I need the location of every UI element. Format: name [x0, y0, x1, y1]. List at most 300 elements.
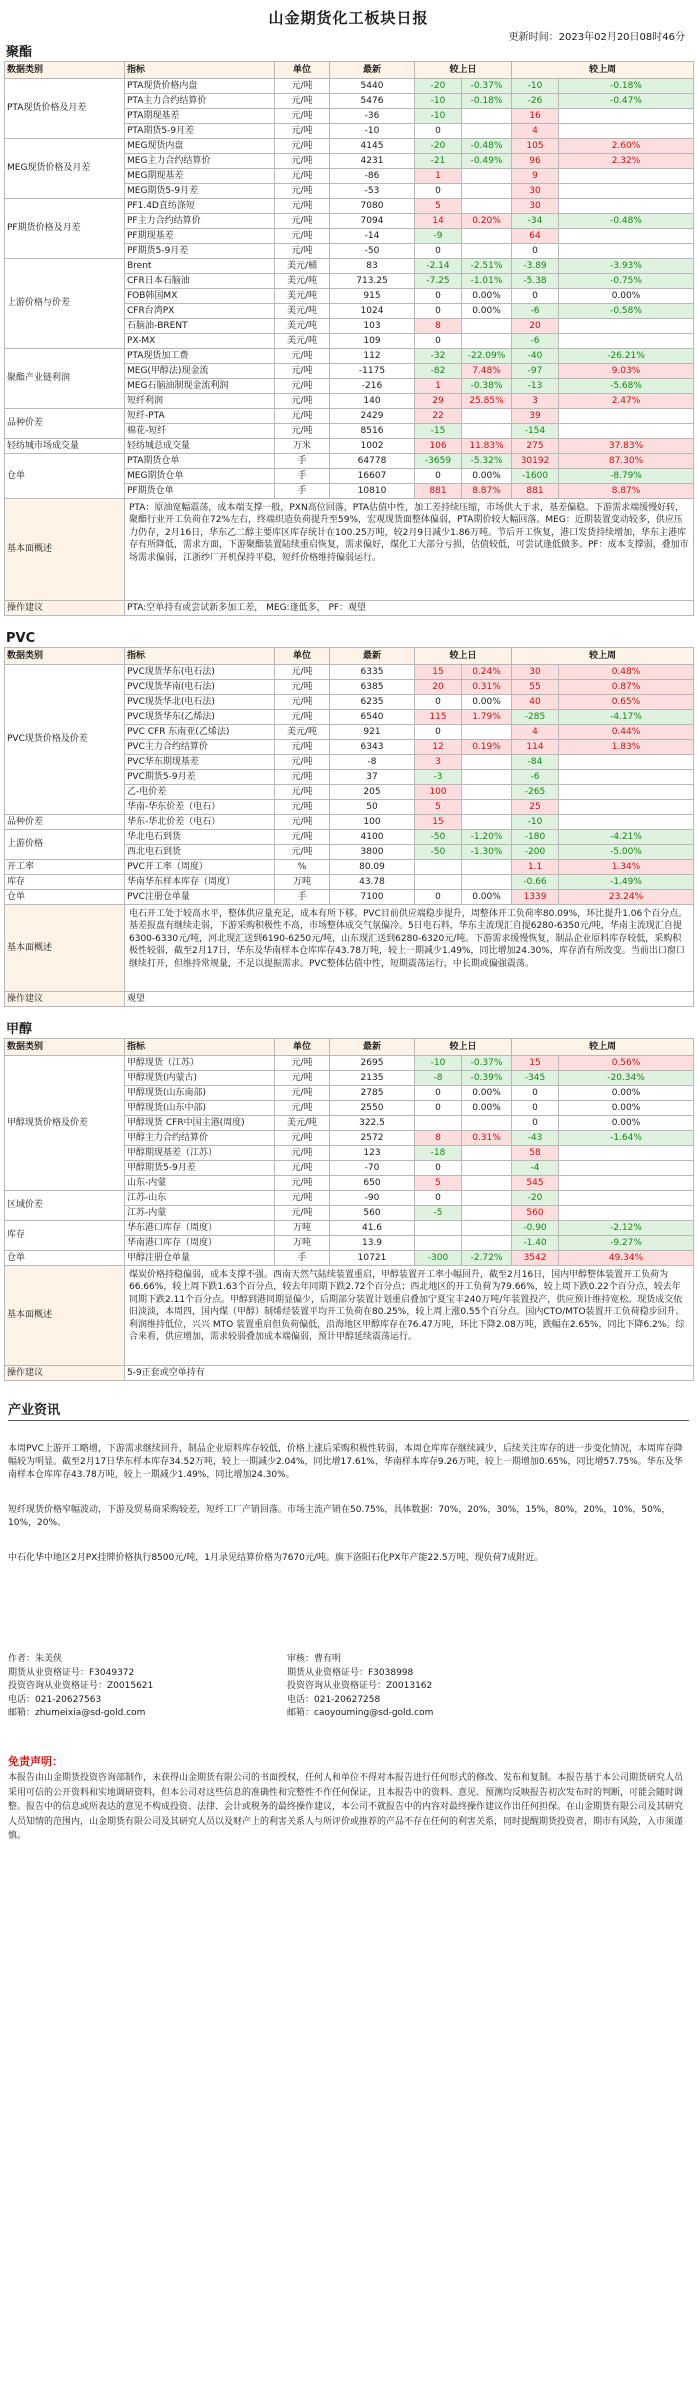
week-change-pct-cell: 49.34% [559, 1251, 694, 1266]
week-change-cell: 4 [512, 124, 559, 139]
unit-cell: 元/吨 [275, 665, 330, 680]
indicator-cell: PVC现货华北(电石法) [125, 695, 275, 710]
week-change-cell: 30 [512, 665, 559, 680]
day-change-pct-cell: -0.18% [462, 94, 512, 109]
latest-value-cell: 10810 [330, 484, 415, 499]
category-cell: 上游价格 [5, 830, 125, 860]
indicator-cell: 甲醇期现基差（江苏） [125, 1146, 275, 1161]
author-right: 审核：曹有明 期货从业资格证号：F3038998 投资咨询从业资格证号：Z0013162 电话：021-20627258 邮箱：caoyouming@sd-gold.com [287, 1654, 434, 1718]
day-change-cell: 115 [415, 710, 462, 725]
week-change-cell: -1600 [512, 469, 559, 484]
week-change-cell: 20 [512, 319, 559, 334]
latest-value-cell: 2572 [330, 1131, 415, 1146]
week-change-cell: 105 [512, 139, 559, 154]
latest-value-cell: 41.6 [330, 1221, 415, 1236]
day-change-cell: 881 [415, 484, 462, 499]
week-change-pct-cell: 1.34% [559, 860, 694, 875]
day-change-pct-cell [462, 1161, 512, 1176]
indicator-cell: PF1.4D直纺涤短 [125, 199, 275, 214]
week-change-pct-cell [559, 184, 694, 199]
day-change-pct-cell: -0.37% [462, 79, 512, 94]
category-cell: 库存 [5, 1221, 125, 1251]
week-change-pct-cell [559, 1161, 694, 1176]
category-cell: 聚酯产业链利润 [5, 349, 125, 409]
indicator-cell: FOB韩国MX [125, 289, 275, 304]
indicator-cell: 乙-电价差 [125, 785, 275, 800]
week-change-cell: 275 [512, 439, 559, 454]
unit-cell: 元/吨 [275, 394, 330, 409]
day-change-pct-cell: -22.09% [462, 349, 512, 364]
indicator-cell: 华南-华东价差（电石） [125, 800, 275, 815]
week-change-pct-cell: -0.18% [559, 79, 694, 94]
week-change-cell: -84 [512, 755, 559, 770]
week-change-cell: 58 [512, 1146, 559, 1161]
week-change-cell: 96 [512, 154, 559, 169]
indicator-cell: PF主力合约结算价 [125, 214, 275, 229]
latest-value-cell: 6343 [330, 740, 415, 755]
category-cell: 品种价差 [5, 815, 125, 830]
week-change-cell: 39 [512, 409, 559, 424]
unit-cell: 元/吨 [275, 139, 330, 154]
day-change-pct-cell [462, 109, 512, 124]
latest-value-cell: 921 [330, 725, 415, 740]
day-change-cell [415, 1116, 462, 1131]
latest-value-cell: -10 [330, 124, 415, 139]
pta-rows [5, 79, 694, 499]
unit-cell: % [275, 860, 330, 875]
day-change-pct-cell: 0.00% [462, 289, 512, 304]
week-change-pct-cell: 23.24% [559, 890, 694, 905]
latest-value-cell: 322.5 [330, 1116, 415, 1131]
week-change-cell: -26 [512, 94, 559, 109]
unit-cell: 美元/桶 [275, 259, 330, 274]
table-row [5, 454, 694, 469]
day-change-cell: 15 [415, 815, 462, 830]
indicator-cell: MEG石脑油制现金流利润 [125, 379, 275, 394]
day-change-pct-cell: 0.31% [462, 1131, 512, 1146]
week-change-cell: -265 [512, 785, 559, 800]
latest-value-cell: -14 [330, 229, 415, 244]
day-change-pct-cell: 11.83% [462, 439, 512, 454]
latest-value-cell: 43.78 [330, 875, 415, 890]
day-change-pct-cell [462, 1146, 512, 1161]
indicator-cell: 甲醇期货5-9月差 [125, 1161, 275, 1176]
latest-value-cell: 37 [330, 770, 415, 785]
week-change-pct-cell: -3.93% [559, 259, 694, 274]
latest-value-cell: 50 [330, 800, 415, 815]
table-row [5, 815, 694, 830]
day-change-pct-cell: 0.00% [462, 695, 512, 710]
week-change-pct-cell: 0.44% [559, 725, 694, 740]
latest-value-cell: -8 [330, 755, 415, 770]
week-change-cell: -97 [512, 364, 559, 379]
week-change-cell: 3 [512, 394, 559, 409]
day-change-cell: -9 [415, 229, 462, 244]
week-change-cell: 30 [512, 184, 559, 199]
day-change-pct-cell [462, 1191, 512, 1206]
latest-value-cell: -36 [330, 109, 415, 124]
day-change-pct-cell: 1.79% [462, 710, 512, 725]
indicator-cell: 华南港口库存（周度） [125, 1236, 275, 1251]
indicator-cell: 甲醇现货(山东中部) [125, 1101, 275, 1116]
week-change-pct-cell: 87.30% [559, 454, 694, 469]
table-row [5, 259, 694, 274]
table-row [5, 830, 694, 845]
unit-cell: 元/吨 [275, 229, 330, 244]
week-change-cell: 881 [512, 484, 559, 499]
latest-value-cell: 5440 [330, 79, 415, 94]
unit-cell: 元/吨 [275, 830, 330, 845]
category-cell: 品种价差 [5, 409, 125, 439]
day-change-pct-cell [462, 1176, 512, 1191]
news-paragraph-1: 本周PVC上游开工略增，下游需求继续回升，制品企业原料库存较低，价格上涨后采购积极性转弱，本周仓库库存继续减少，后续关注库存的进一步变化情况，本周库存降幅较为明显。截至2月17日华东样本库存34.52万吨，较上一期减少2.04%，同比增17.61%，华南样本库存9.26万吨，较上一期增加0.65%，同比增57.75%。华东及华南样本仓库库存43.78万吨，较上一期减少1.49%，同比增加24.30%。 [8, 1444, 683, 1480]
indicator-cell: MEG现货内盘 [125, 139, 275, 154]
week-change-cell: -40 [512, 349, 559, 364]
week-change-pct-cell [559, 424, 694, 439]
latest-value-cell: 140 [330, 394, 415, 409]
indicator-cell: 棉花-短纤 [125, 424, 275, 439]
unit-cell: 美元/吨 [275, 289, 330, 304]
table-row [5, 439, 694, 454]
day-change-pct-cell: 0.24% [462, 665, 512, 680]
unit-cell: 元/吨 [275, 214, 330, 229]
indicator-cell: MEG期货5-9月差 [125, 184, 275, 199]
indicator-cell: 甲醇注册仓单量 [125, 1251, 275, 1266]
unit-cell: 元/吨 [275, 1071, 330, 1086]
latest-value-cell: 109 [330, 334, 415, 349]
latest-value-cell: 2695 [330, 1056, 415, 1071]
indicator-cell: PVC CFR 东南亚(乙烯法) [125, 725, 275, 740]
day-change-pct-cell: 0.20% [462, 214, 512, 229]
day-change-cell: -3 [415, 770, 462, 785]
week-change-pct-cell: -8.79% [559, 469, 694, 484]
day-change-cell: 0 [415, 890, 462, 905]
day-change-pct-cell [462, 875, 512, 890]
indicator-cell: 甲醇现货(山东南部) [125, 1086, 275, 1101]
day-change-cell: -8 [415, 1071, 462, 1086]
week-change-cell: -6 [512, 334, 559, 349]
day-change-cell [415, 1236, 462, 1251]
week-change-cell: 30192 [512, 454, 559, 469]
day-change-pct-cell [462, 800, 512, 815]
day-change-pct-cell [462, 244, 512, 259]
latest-value-cell: 64778 [330, 454, 415, 469]
week-change-cell: -0.66 [512, 875, 559, 890]
day-change-pct-cell: -5.32% [462, 454, 512, 469]
unit-cell: 元/吨 [275, 1131, 330, 1146]
authors-block [4, 1653, 693, 1753]
week-change-pct-cell: 0.00% [559, 1101, 694, 1116]
latest-value-cell: -216 [330, 379, 415, 394]
week-change-cell: 1.1 [512, 860, 559, 875]
indicator-cell: CFR台湾PX [125, 304, 275, 319]
table-row [5, 665, 694, 680]
unit-cell: 元/吨 [275, 755, 330, 770]
indicator-cell: PVC现货华东(乙烯法) [125, 710, 275, 725]
week-change-pct-cell [559, 409, 694, 424]
day-change-cell: 106 [415, 439, 462, 454]
latest-value-cell: 7100 [330, 890, 415, 905]
week-change-cell: -5.38 [512, 274, 559, 289]
indicator-cell: MEG主力合约结算价 [125, 154, 275, 169]
week-change-pct-cell: 2.32% [559, 154, 694, 169]
category-cell: 上游价格与价差 [5, 259, 125, 349]
unit-cell: 元/吨 [275, 364, 330, 379]
indicator-cell: PVC注册仓单量 [125, 890, 275, 905]
week-change-pct-cell [559, 785, 694, 800]
day-change-cell: -3659 [415, 454, 462, 469]
latest-value-cell: 650 [330, 1176, 415, 1191]
week-change-pct-cell: -0.47% [559, 94, 694, 109]
unit-cell: 元/吨 [275, 1056, 330, 1071]
indicator-cell: PTA现货价格内盘 [125, 79, 275, 94]
news-title: 产业资讯 [8, 1403, 61, 1418]
news-paragraph-3: 中石化华中地区2月PX挂牌价格执行8500元/吨，1月录见结算价格为7670元/吨。旗下洛阳石化PX年产能22.5万吨，现负荷7成附近。 [8, 1553, 544, 1563]
unit-cell: 美元/吨 [275, 334, 330, 349]
week-change-pct-cell [559, 815, 694, 830]
day-change-cell: -21 [415, 154, 462, 169]
indicator-cell: 轻纺城总成交量 [125, 439, 275, 454]
indicator-cell: PF期货仓单 [125, 484, 275, 499]
unit-cell: 元/吨 [275, 349, 330, 364]
day-change-pct-cell [462, 1206, 512, 1221]
indicator-cell: MEG(甲醇法)现金流 [125, 364, 275, 379]
latest-value-cell: 16607 [330, 469, 415, 484]
unit-cell: 元/吨 [275, 815, 330, 830]
day-change-pct-cell [462, 1116, 512, 1131]
pta-advice-row: 操作建议 PTA:空单持有或尝试新多加工差， MEG:逢低多， PF：观望 [5, 601, 694, 616]
unit-cell: 元/吨 [275, 169, 330, 184]
unit-cell: 美元/吨 [275, 1116, 330, 1131]
category-cell: 轻纺城市场成交量 [5, 439, 125, 454]
unit-cell: 手 [275, 890, 330, 905]
unit-cell: 元/吨 [275, 1191, 330, 1206]
methanol-rows [5, 1056, 694, 1266]
pta-table [4, 61, 694, 616]
table-row [5, 199, 694, 214]
table-row [5, 860, 694, 875]
week-change-pct-cell [559, 1176, 694, 1191]
week-change-pct-cell: -4.17% [559, 710, 694, 725]
unit-cell: 元/吨 [275, 1176, 330, 1191]
category-cell: 库存 [5, 875, 125, 890]
week-change-pct-cell: -0.48% [559, 214, 694, 229]
day-change-pct-cell: 8.87% [462, 484, 512, 499]
unit-cell: 手 [275, 484, 330, 499]
week-change-pct-cell: -1.49% [559, 875, 694, 890]
unit-cell: 元/吨 [275, 424, 330, 439]
week-change-pct-cell [559, 244, 694, 259]
week-change-cell: 25 [512, 800, 559, 815]
week-change-cell: 9 [512, 169, 559, 184]
indicator-cell: PTA期货仓单 [125, 454, 275, 469]
day-change-pct-cell [462, 860, 512, 875]
unit-cell: 元/吨 [275, 109, 330, 124]
unit-cell: 元/吨 [275, 845, 330, 860]
category-cell: 仓单 [5, 454, 125, 499]
day-change-cell: -15 [415, 424, 462, 439]
day-change-pct-cell: 0.00% [462, 1086, 512, 1101]
day-change-pct-cell [462, 755, 512, 770]
week-change-pct-cell [559, 319, 694, 334]
indicator-cell: 石脑油-BRENT [125, 319, 275, 334]
indicator-cell: 短纤利润 [125, 394, 275, 409]
day-change-pct-cell: 0.31% [462, 680, 512, 695]
week-change-cell: 15 [512, 1056, 559, 1071]
week-change-cell: 0 [512, 244, 559, 259]
section-title-methanol: 甲醇 [6, 1022, 33, 1037]
pvc-advice-row: 操作建议 观望 [5, 992, 694, 1007]
indicator-cell: 甲醇现货 CFR中国主港(周度) [125, 1116, 275, 1131]
week-change-cell: -4 [512, 1161, 559, 1176]
week-change-pct-cell: 8.87% [559, 484, 694, 499]
day-change-pct-cell [462, 1221, 512, 1236]
day-change-cell: 5 [415, 199, 462, 214]
unit-cell: 元/吨 [275, 154, 330, 169]
table-row [5, 1056, 694, 1071]
week-change-cell: -0.90 [512, 1221, 559, 1236]
week-change-cell: 0 [512, 1116, 559, 1131]
day-change-pct-cell [462, 199, 512, 214]
indicator-cell: PX-MX [125, 334, 275, 349]
latest-value-cell: -50 [330, 244, 415, 259]
indicator-cell: PVC现货华南(电石法) [125, 680, 275, 695]
latest-value-cell: 7094 [330, 214, 415, 229]
week-change-pct-cell: 37.83% [559, 439, 694, 454]
category-cell: PF期货价格及月差 [5, 199, 125, 259]
latest-value-cell: 713.25 [330, 274, 415, 289]
week-change-pct-cell: 0.87% [559, 680, 694, 695]
day-change-pct-cell: -0.49% [462, 154, 512, 169]
pta-fundamentals-row: 基本面概述 PTA：原油宽幅震荡，成本端支撑一般，PXN高位回落，PTA估值中性，加工差持续压缩，市场供大于求，基差偏稳。下游需求端缓慢好转，聚酯行业开工负荷在72%左右，终端织造负荷提升至59%，宏观现货面整体偏弱，PTA期价较大幅回落。MEG：近期装置变动较多，供应压力仍存，2月16日，华东乙二醇主要库区库存统计在100.25万吨，较2月9日减少1.86万吨。节后开工恢复，港口发货持续增加，华东主港库存有所降低，需求方面，下游聚酯装置陆续重启恢复，需求偏好，煤化工大部分亏损，估值较低，可尝试逢低做多。PF：成本支撑弱，叠加市场需求偏弱，江浙纱厂开机保持平稳，短纤价格维持偏弱运行。 [5, 499, 694, 601]
unit-cell: 元/吨 [275, 770, 330, 785]
week-change-pct-cell [559, 755, 694, 770]
day-change-pct-cell: -2.72% [462, 1251, 512, 1266]
disclaimer-text: 本报告由山金期货投资咨询部制作，未获得山金期货有限公司的书面授权，任何人和单位不得对本报告进行任何形式的修改、发布和复制。本报告基于本公司期货研究人员采用可信的公开资料和实地调研资料，但本公司对这些信息的准确性和完整性不作任何保证，且本报告中的资料、意见、预测均反映报告初次发布时的判断，可能会随时调整。报告中的信息或所表达的意见不构成投资、法律、会计或税务的最终操作建议，本公司不就报告中的内容对最终操作建议作出任何担保。在山金期货有限公司及其研究人员知情的范围内，山金期货有限公司及其研究人员以及财产上的利害关系人与所评价或推荐的产品不存在任何的利害关系，同时提醒期货投资者，期市有风险，入市须谨慎。 [8, 1773, 684, 1841]
day-change-pct-cell: 0.00% [462, 1101, 512, 1116]
week-change-pct-cell: -9.27% [559, 1236, 694, 1251]
week-change-pct-cell: 0.65% [559, 695, 694, 710]
day-change-cell: -5 [415, 1206, 462, 1221]
day-change-pct-cell [462, 424, 512, 439]
week-change-cell: -13 [512, 379, 559, 394]
unit-cell: 元/吨 [275, 1206, 330, 1221]
day-change-pct-cell: -0.48% [462, 139, 512, 154]
week-change-cell: -20 [512, 1191, 559, 1206]
week-change-pct-cell: 0.00% [559, 1116, 694, 1131]
indicator-cell: 江苏-内蒙 [125, 1206, 275, 1221]
category-cell: 甲醇现货价格及价差 [5, 1056, 125, 1191]
week-change-cell: 114 [512, 740, 559, 755]
day-change-pct-cell: 0.19% [462, 740, 512, 755]
unit-cell: 元/吨 [275, 710, 330, 725]
day-change-cell: 0 [415, 289, 462, 304]
unit-cell: 元/吨 [275, 785, 330, 800]
day-change-pct-cell: 7.48% [462, 364, 512, 379]
day-change-cell: 0 [415, 469, 462, 484]
day-change-cell: 8 [415, 1131, 462, 1146]
category-cell: PTA现货价格及月差 [5, 79, 125, 139]
indicator-cell: 甲醇主力合约结算价 [125, 1131, 275, 1146]
week-change-cell: -6 [512, 304, 559, 319]
unit-cell: 元/吨 [275, 1101, 330, 1116]
week-change-pct-cell: -5.68% [559, 379, 694, 394]
week-change-cell: -200 [512, 845, 559, 860]
day-change-cell: 0 [415, 1086, 462, 1101]
table-row [5, 1221, 694, 1236]
day-change-cell [415, 875, 462, 890]
week-change-cell: -3.89 [512, 259, 559, 274]
week-change-pct-cell: -1.64% [559, 1131, 694, 1146]
week-change-pct-cell: 2.47% [559, 394, 694, 409]
week-change-cell: -285 [512, 710, 559, 725]
week-change-cell: 1339 [512, 890, 559, 905]
week-change-pct-cell: 0.48% [559, 665, 694, 680]
table-row [5, 79, 694, 94]
day-change-cell: 1 [415, 379, 462, 394]
week-change-cell: 55 [512, 680, 559, 695]
latest-value-cell: -90 [330, 1191, 415, 1206]
indicator-cell: MEG期现基差 [125, 169, 275, 184]
day-change-cell: 0 [415, 124, 462, 139]
indicator-cell: 甲醇现货(内蒙古) [125, 1071, 275, 1086]
week-change-cell: -43 [512, 1131, 559, 1146]
week-change-cell: 560 [512, 1206, 559, 1221]
day-change-cell: 29 [415, 394, 462, 409]
methanol-table: 数据类别 指标 单位 最新 较上日 较上周 甲醇现货价格及价差 甲醇现货（江苏） 元/吨 2695 -10 -0.37% 15 0.56% 甲醇现货(内蒙古) 元/吨 2135 -8 -0.39% -345 -20.34% 甲醇现货(山东南部) 元/吨 2785 0 0.00% 0 0.00% 甲醇现货(山东中部) 元/吨 2550 0 0.00% 0 0.00% 甲醇现货 CFR中国主港(周度) 美元/吨 322.5 0 0.00% 甲醇主力合约结算价 元/吨 2572 8 0.31% -43 -1.64% 甲醇期现基差（江苏） 元/吨 123 -18 58 甲醇期货5-9月差 元/吨 -70 0 -4 山东-内蒙 元/吨 650 5 545 区域价差 江苏-山东 元/吨 -90 0 -20 江苏-内蒙 元/吨 560 -5 560 库存 华东港口库存（周度） 万吨 41.6 -0.90 -2.12% 华南港口库存（周度） 万吨 13.9 -1.40 -9.27% 仓单 甲醇注册仓单量 手 10721 -300 -2.72% 3542 49.34% 基本面概述 煤炭价格持稳偏弱，成本支撑不强。西南天然气陆续装置重启，甲醇装置开工率小幅回升，截至2月16日，国内甲醇整体装置开工负荷为66.66%，较上周下跌1.63个百分点，较去年同期下跌2.72个百分点；西北地区的开工负荷为79.66%，较上周下跌0.22个百分点，较去年同期下跌2.11个百分点。甲醇到港同期显偏少，后期部分装置计划重启叠加宁夏宝丰240万吨/年装置投产，供应预计维持宽松。现货成交依旧淡淡，本周四，国内煤（甲醇）制烯烃装置平均开工负荷在80.25%，较上周上涨0.55个百分点。国内CTO/MTO装置开工负荷稳步回升。利润维持低位，兴兴 MTO 装置重启但负荷偏低，沿海地区甲醇库存在76.47万吨，环比下降2.08万吨，跌幅在2.65%，同比下降6.2%。综合来看，供应增加，需求较弱叠加成本端偏弱，预计甲醇延续震荡运行。 操作建议 5-9正套或空单持有 [4, 1038, 694, 1381]
indicator-cell: PVC现货华东(电石法) [125, 665, 275, 680]
day-change-cell: 0 [415, 1191, 462, 1206]
week-change-pct-cell [559, 124, 694, 139]
category-cell: 开工率 [5, 860, 125, 875]
unit-cell: 美元/吨 [275, 725, 330, 740]
week-change-cell: -10 [512, 79, 559, 94]
indicator-cell: 华东-华北价差（电石） [125, 815, 275, 830]
day-change-pct-cell: -1.20% [462, 830, 512, 845]
day-change-cell: 8 [415, 319, 462, 334]
week-change-pct-cell: -5.00% [559, 845, 694, 860]
week-change-pct-cell: 1.83% [559, 740, 694, 755]
latest-value-cell: 4231 [330, 154, 415, 169]
day-change-pct-cell: 0.00% [462, 890, 512, 905]
category-cell: 区域价差 [5, 1191, 125, 1221]
pvc-table: 数据类别 指标 单位 最新 较上日 较上周 PVC现货价格及价差 PVC现货华东(电石法) 元/吨 6335 15 0.24% 30 0.48% PVC现货华南(电石法) 元/吨 6385 20 0.31% 55 0.87% PVC现货华北(电石法) 元/吨 6235 0 0.00% 40 0.65% PVC现货华东(乙烯法) 元/吨 6540 115 1.79% -285 -4.17% PVC CFR 东南亚(乙烯法) 美元/吨 921 0 4 0.44% PVC主力合约结算价 元/吨 6343 12 0.19% 114 1.83% PVC华东期现基差 元/吨 -8 3 -84 PVC期货5-9月差 元/吨 37 -3 -6 乙-电价差 元/吨 205 100 -265 华南-华东价差（电石） 元/吨 50 5 25 品种价差 华东-华北价差（电石） 元/吨 100 15 -10 上游价格 华北电石到货 元/吨 4100 -50 -1.20% -180 -4.21% 西北电石到货 元/吨 3800 -50 -1.30% -200 -5.00% 开工率 PVC开工率（周度） % 80.09 1.1 1.34% 库存 华南华东样本库存（周度） 万吨 43.78 -0.66 -1.49% 仓单 PVC注册仓单量 手 7100 0 0.00% 1339 23.24% 基本面概述 电石开工处于较高水平，整体供应量充足，成本有所下移。PVC目前供应端稳步提升，周整体开工负荷率80.09%，环比提升1.06个百分点。基差报盘有继续走弱，下游采购积极性不高，市场整体成交气氛偏冷。5日电石料，华东主流现汇自提6280-6350元/吨，华南主流现汇自提6300-6330元/吨，河北现汇送到6190-6250元/吨，山东现汇送到6280-6320元/吨。下游需求缓慢恢复，制品企业原料库存较低，采购积极性较弱，截至2月17日，华东及华南样本仓库库存43.78万吨，较上一期减少1.49%，同比增加24.30%，库存消有所改变。当前出口窗口继续打开，但维持常规量，不足以提振需求。PVC整体估值中性，短期震荡运行，中长期或偏强震荡。 操作建议 观望 [4, 647, 694, 1007]
latest-value-cell: 6385 [330, 680, 415, 695]
week-change-pct-cell [559, 199, 694, 214]
latest-value-cell: 915 [330, 289, 415, 304]
week-change-pct-cell: 0.00% [559, 1086, 694, 1101]
week-change-pct-cell [559, 169, 694, 184]
indicator-cell: PF期现基差 [125, 229, 275, 244]
methanol-fundamentals-row: 基本面概述 煤炭价格持稳偏弱，成本支撑不强。西南天然气陆续装置重启，甲醇装置开工率小幅回升，截至2月16日，国内甲醇整体装置开工负荷为66.66%，较上周下跌1.63个百分点，较去年同期下跌2.72个百分点；西北地区的开工负荷为79.66%，较上周下跌0.22个百分点，较去年同期下跌2.11个百分点。甲醇到港同期显偏少，后期部分装置计划重启叠加宁夏宝丰240万吨/年装置投产，供应预计维持宽松。现货成交依旧淡淡，本周四，国内煤（甲醇）制烯烃装置平均开工负荷在80.25%，较上周上涨0.55个百分点。国内CTO/MTO装置开工负荷稳步回升。利润维持低位，兴兴 MTO 装置重启但负荷偏低，沿海地区甲醇库存在76.47万吨，环比下降2.08万吨，跌幅在2.65%，同比下降6.2%。综合来看，供应增加，需求较弱叠加成本端偏弱，预计甲醇延续震荡运行。 [5, 1266, 694, 1366]
day-change-pct-cell [462, 124, 512, 139]
day-change-pct-cell: -1.01% [462, 274, 512, 289]
latest-value-cell: 6235 [330, 695, 415, 710]
unit-cell: 元/吨 [275, 184, 330, 199]
week-change-cell: -154 [512, 424, 559, 439]
unit-cell: 万吨 [275, 1236, 330, 1251]
week-change-cell: 64 [512, 229, 559, 244]
latest-value-cell: 4100 [330, 830, 415, 845]
table-header-row: 数据类别 指标 单位 最新 较上日 较上周 [5, 62, 694, 79]
day-change-cell: 0 [415, 1101, 462, 1116]
day-change-cell: 0 [415, 725, 462, 740]
week-change-pct-cell: 0.00% [559, 289, 694, 304]
indicator-cell: 山东-内蒙 [125, 1176, 275, 1191]
latest-value-cell: 80.09 [330, 860, 415, 875]
day-change-pct-cell [462, 334, 512, 349]
indicator-cell: MEG期货仓单 [125, 469, 275, 484]
